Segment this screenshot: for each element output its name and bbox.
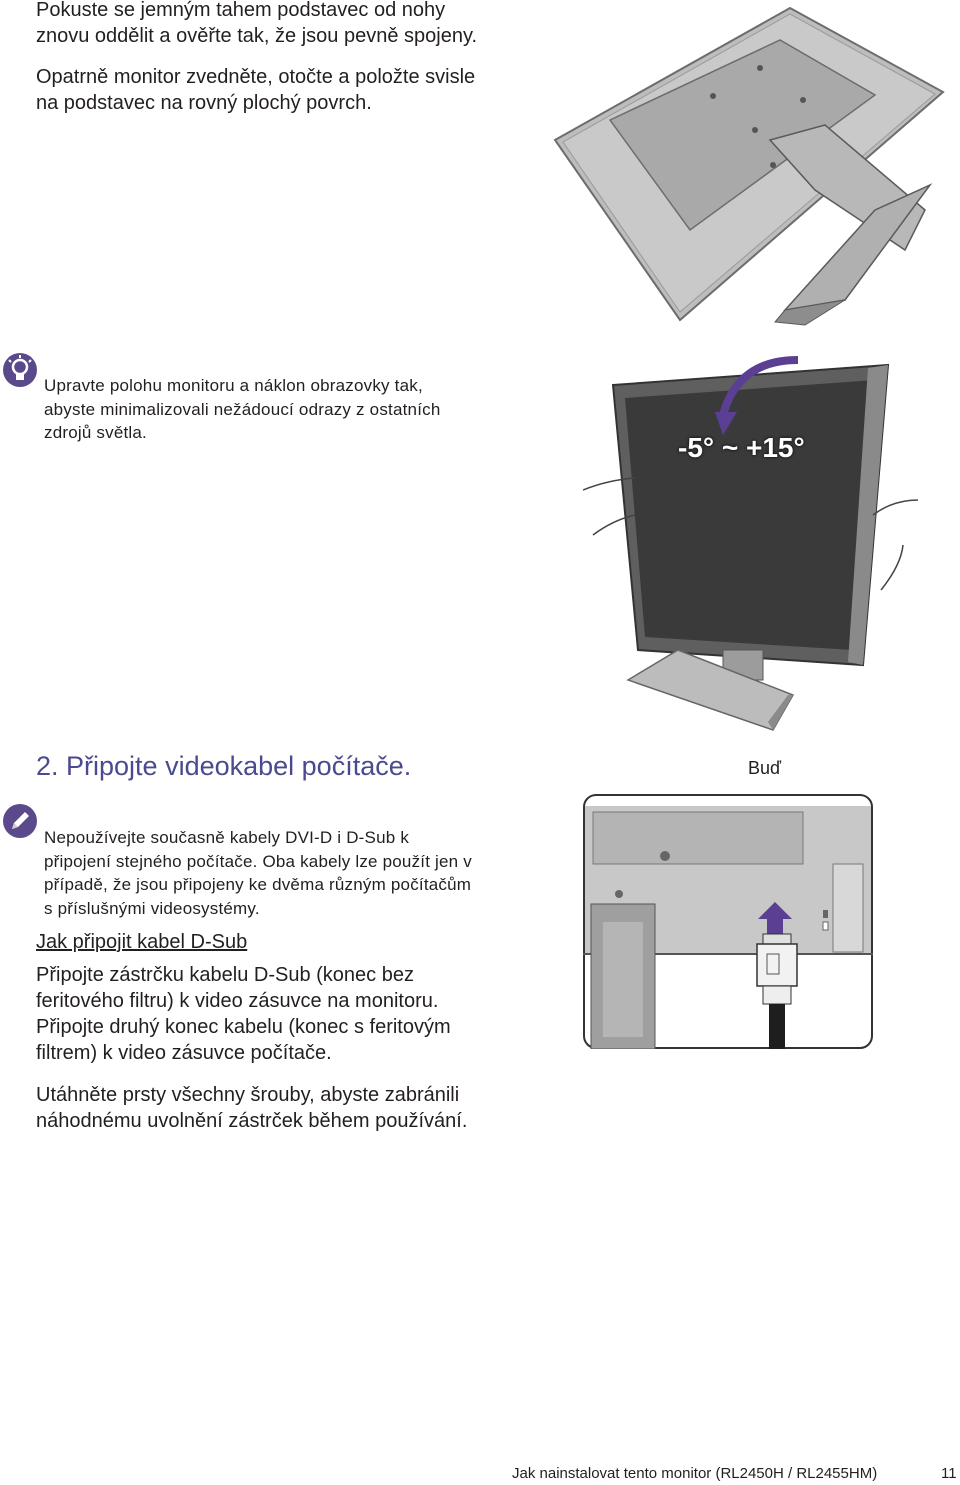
intro-line: znovu oddělit a ověřte tak, že jsou pevně spojeny. (36, 25, 478, 47)
tip-text (44, 374, 440, 445)
dsub-line: Připojte zástrčku kabelu D-Sub (konec bez (36, 964, 414, 986)
note-text (44, 826, 472, 920)
dsub-paragraph-1 (36, 962, 467, 1066)
dsub-heading: Jak připojit kabel D-Sub (36, 931, 248, 953)
tip-line: abyste minimalizovali nežádoucí odrazy z ostatních (44, 399, 441, 419)
tilt-angle-label: -5° ~ +15° (678, 432, 805, 463)
dsub-line: filtrem) k video zásuvce počítače. (36, 1042, 332, 1064)
either-label: Buď (748, 758, 782, 778)
page-number: 11 (941, 1465, 957, 1482)
dsub-instructions (36, 929, 467, 1134)
lightbulb-icon (2, 352, 38, 388)
dsub-paragraph-2 (36, 1082, 467, 1134)
intro-line: Pokuste se jemným tahem podstavec od nohy (36, 0, 446, 21)
step-title: 2. Připojte videokabel počítače. (36, 751, 412, 781)
note-line: Nepoužívejte současně kabely DVI-D i D-Sub k (44, 828, 410, 847)
dsub-line: Utáhněte prsty všechny šrouby, abyste zabránili (36, 1084, 460, 1106)
pencil-icon (2, 803, 38, 839)
intro-text (36, 0, 477, 116)
note-line: případě, že jsou připojeny ke dvěma různým počítačům (44, 875, 472, 894)
intro-line: Opatrně monitor zvedněte, otočte a položte svisle (36, 66, 476, 88)
footer-title: Jak nainstalovat tento monitor (RL2450H / RL2455HM) (512, 1465, 878, 1482)
monitor-facedown-illustration (545, 0, 950, 330)
tip-line: zdrojů světla. (44, 423, 147, 442)
dsub-line: Připojte druhý konec kabelu (konec s feritovým (36, 1016, 451, 1038)
dsub-line: feritového filtru) k video zásuvce na monitoru. (36, 990, 439, 1012)
intro-line: na podstavec na rovný plochý povrch. (36, 92, 372, 114)
note-line: s příslušnými videosystémy. (44, 898, 260, 918)
note-line: připojení stejného počítače. Oba kabely lze použít jen v (44, 851, 472, 871)
monitor-tilt-illustration (583, 350, 928, 735)
tip-line: Upravte polohu monitoru a náklon obrazovky tak, (44, 376, 423, 395)
dsub-connection-illustration (583, 794, 873, 1049)
dsub-line: náhodnému uvolnění zástrček během používání. (36, 1110, 468, 1132)
